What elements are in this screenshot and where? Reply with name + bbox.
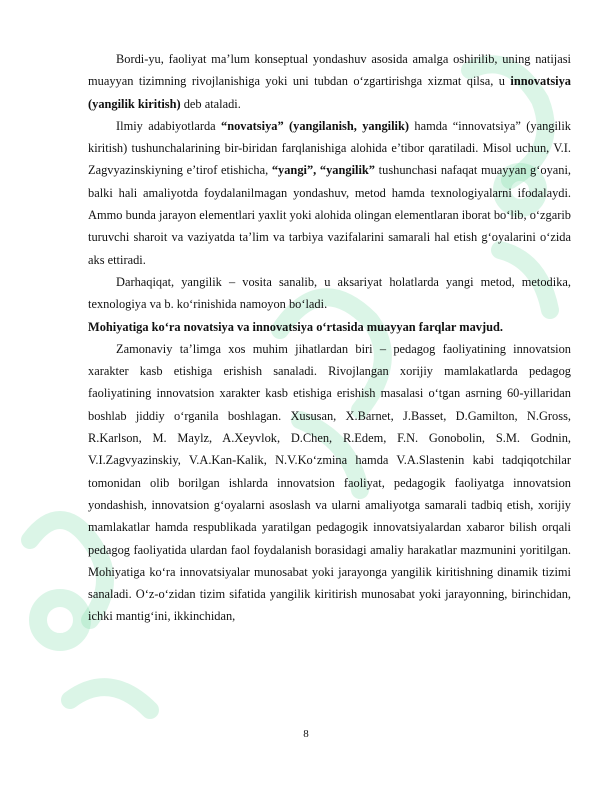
term-innovatsiya: innovatsiya (yangilik kiritish) (88, 74, 571, 111)
term-yangi-yangilik: “yangi”, “yangilik” (271, 163, 376, 178)
section-heading: Mohiyatiga ko‘ra novatsiya va innovatsiya o‘rtasida muayyan farqlar mavjud. (88, 319, 504, 334)
document-body (88, 48, 571, 628)
paragraph-innovation-definition: Bordi-yu, faoliyat ma’lum konseptual yondashuv asosida amalga oshirilib, uning natijasi muayyan tizimning rivojlanishiga yoki uni tubdan o‘zgartirishga xizmat qilsa, u innovatsiya (yangilik kiritish) deb ataladi. (88, 52, 571, 111)
paragraph-novelty-as-tool: Darhaqiqat, yangilik – vosita sanalib, u aksariyat holatlarda yangi metod, metodika, texnologiya va b. ko‘rinishida namoyon bo‘ladi. (88, 274, 571, 312)
page-number: 8 (303, 728, 309, 740)
term-novatsiya: “novatsiya” (yangilanish, yangilik) (221, 118, 410, 133)
paragraph-novation-vs-innovation: Ilmiy adabiyotlarda “novatsiya” (yangilanish, yangilik) hamda “innovatsiya” (yangilik kiritish) tushunchalarining bir-biridan farqlanishiga alohida e’tibor qaratiladi. Misol uchun, V.I. Zagvyazinskiyning e’tirof etishicha, “yangi”, “yangilik” tushunchasi nafaqat muayyan g‘oyani, balki hali amaliyotda foydalanilmagan yondashuv, metod hamda texnologiyalarni ifodalaydi. Ammo bunda jarayon elementlari yaxlit yoki alohida olingan elementlaran iborat bo‘lib, o‘zgarib turuvchi sharoit va vaziyatda ta’lim va tarbiya vazifalarini samarali hal etish g‘oyalarini o‘zida aks ettiradi. (88, 118, 572, 267)
paragraph-modern-education: Zamonaviy ta’limga xos muhim jihatlardan biri – pedagog faoliyatining innovatsion xarakter kasb etishiga erishish sanaladi. Rivojlangan xorijiy mamlakatlarda pedagog faoliyatining innovatsion xarakter kasb etishiga erishish masalasi o‘tgan asrning 60-yillaridan boshlab jiddiy o‘rganila boshlagan. Xususan, X.Barnet, J.Basset, D.Gamilton, N.Gross, R.Karlson, M. Maylz, A.Xeyvlok, D.Chen, R.Edem, F.N. Gonobolin, S.M. Godnin, V.I.Zagvyazinskiy, V.A.Kan-Kalik, N.V.Ko‘zmina hamda V.A.Slastenin kabi tadqiqotchilar tomonidan olib borilgan ishlarda innovatsion faoliyat, pedagogik faoliyatga innovatsion yondashish, innovatsion g‘oyalarni asoslash va ularni amaliyotga samarali tadbiq etish, xorijiy mamlakatlar hamda respublikada yaratilgan pedagogik innovatsiyalardan xabaror bilish orqali pedagog faoliyatida ulardan faol foydalanish borasidagi amaliy harakatlar mazmunini yoritilgan. Mohiyatiga ko‘ra innovatsiyalar munosabat yoki jarayonga yangilik kiritishning dinamik tizimi sanaladi. O‘z-o‘zidan tizim sifatida yangilik kiritirish munosabat yoki jarayonning, birinchidan, ichki mantig‘ini, ikkinchidan, (88, 341, 571, 624)
